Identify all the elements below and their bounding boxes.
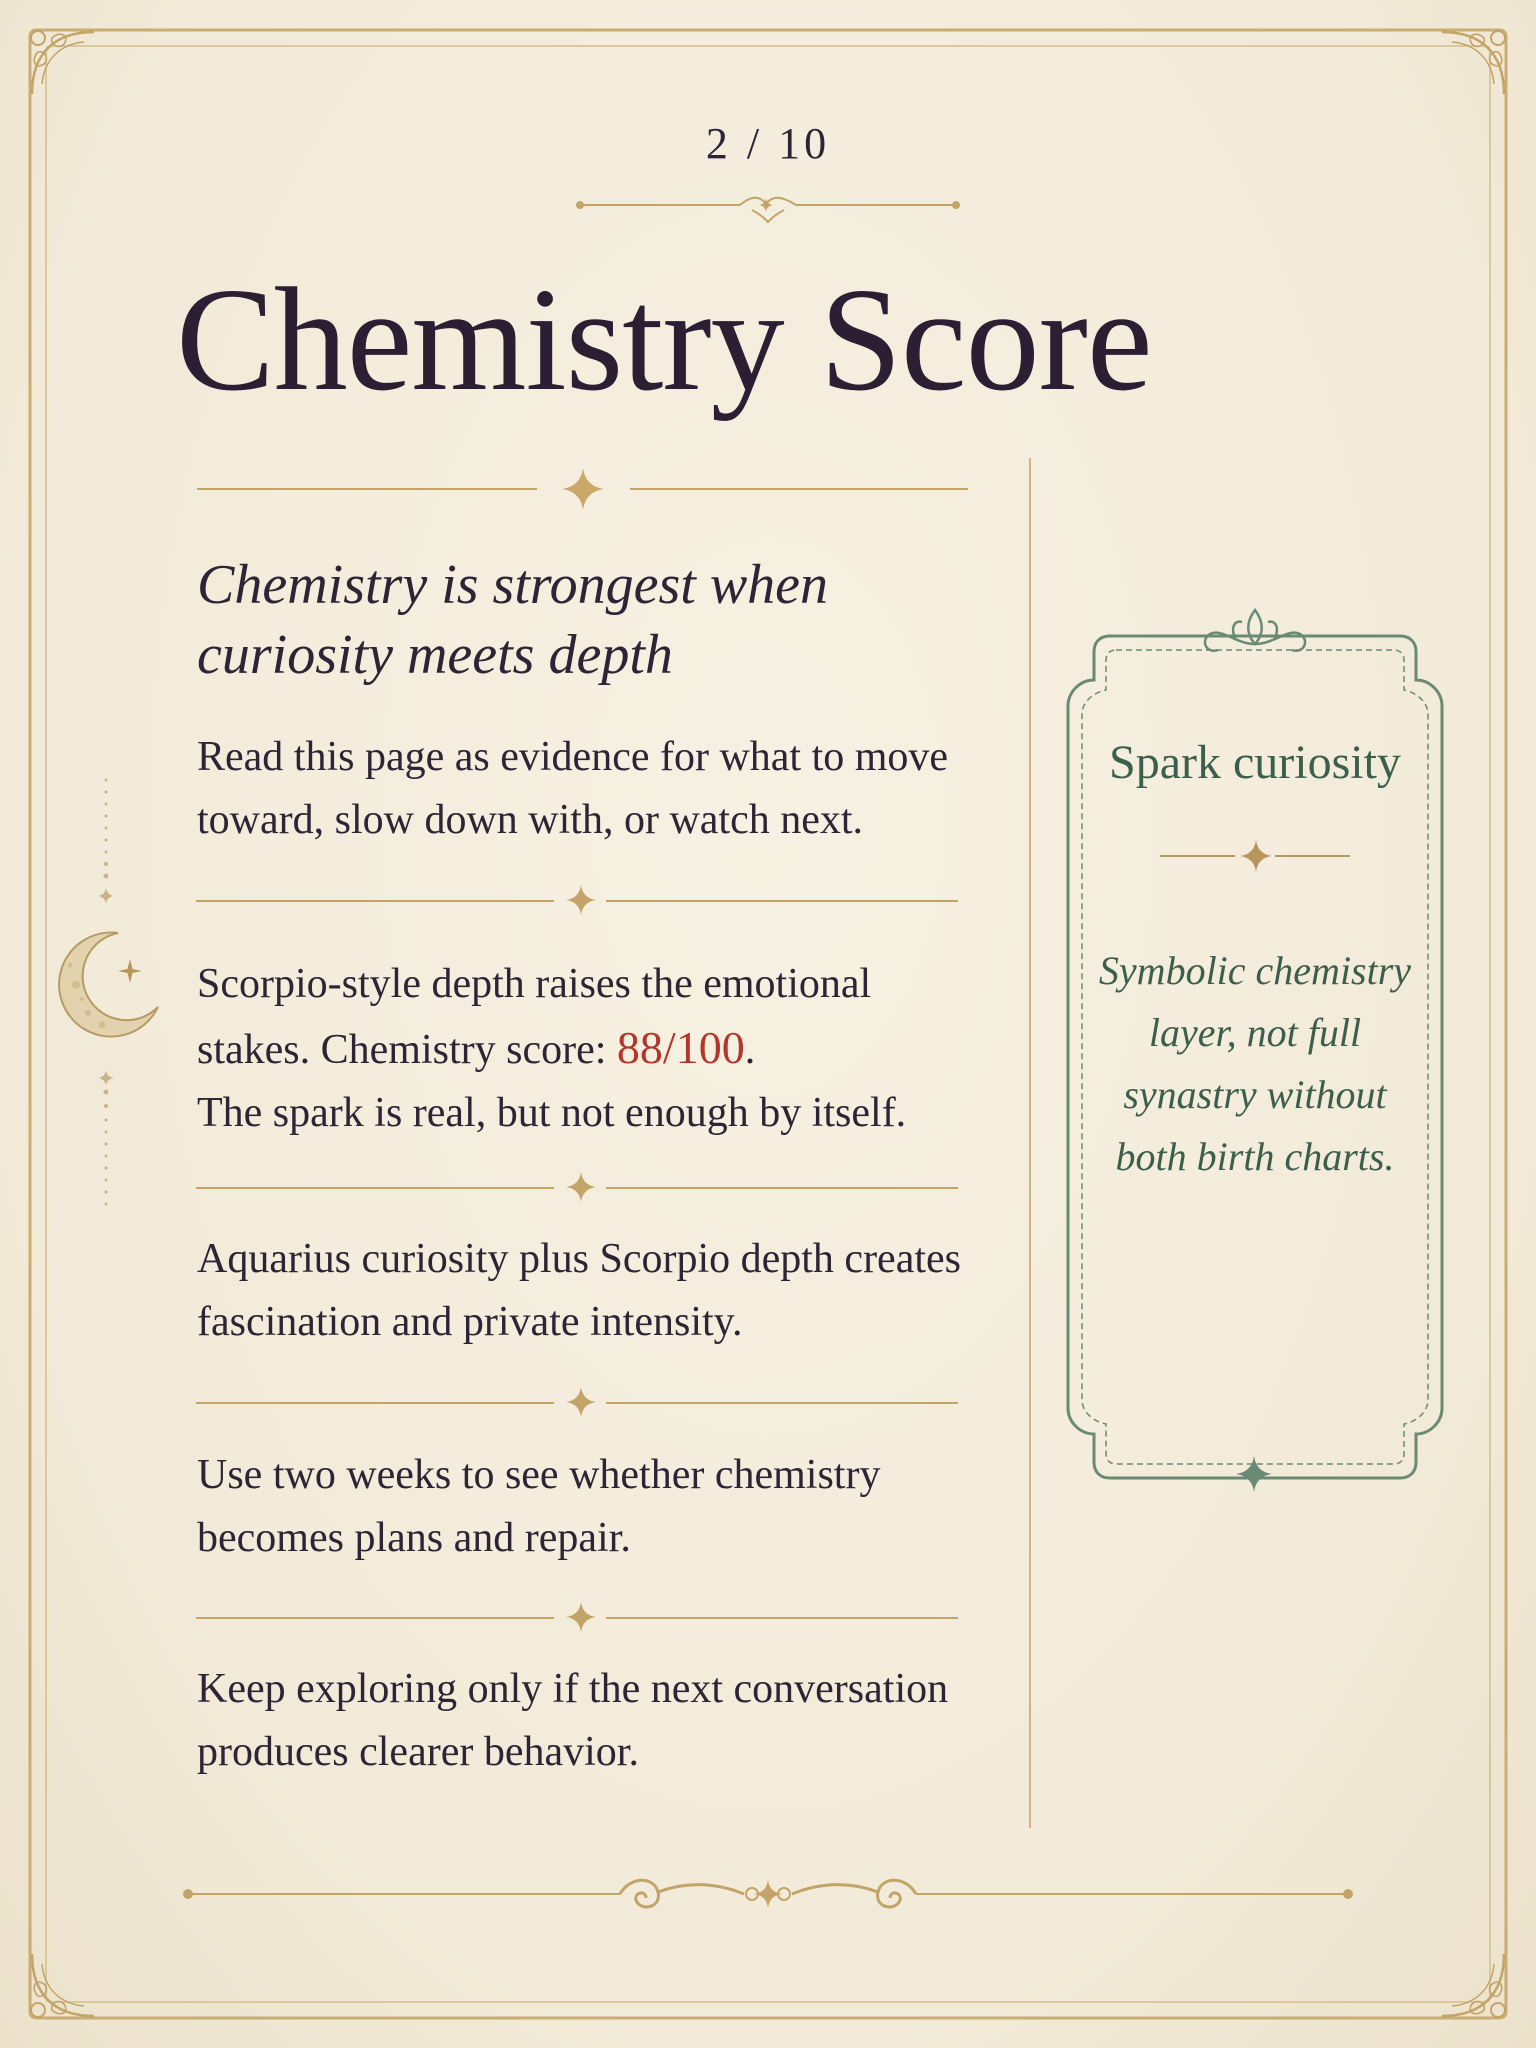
page-number: 2 / 10 <box>705 119 831 168</box>
section-text: Keep exploring only if the next conversation produces clearer behavior. <box>197 1666 949 1775</box>
section-text: Scorpio-style depth raises the emotional stakes. Chemistry score: <box>197 961 872 1073</box>
section-fascination <box>197 1228 977 1354</box>
page-subtitle: Chemistry is strongest when curiosity meets depth <box>197 554 829 686</box>
chemistry-score-value: 88/100 <box>616 1022 745 1073</box>
section-chemistry-score <box>197 953 977 1145</box>
aside-note: Symbolic chemistry layer, not full synastry without both birth charts. <box>1098 948 1412 1179</box>
section-evidence <box>197 726 977 852</box>
aside-title: Spark curiosity <box>1109 736 1401 789</box>
section-text-line2: The spark is real, but not enough by itself. <box>197 1090 907 1136</box>
page-title: Chemistry Score <box>176 258 1152 422</box>
section-text: Aquarius curiosity plus Scorpio depth creates fascination and private intensity. <box>197 1236 961 1345</box>
section-two-weeks <box>197 1444 977 1570</box>
section-text: Use two weeks to see whether chemistry becomes plans and repair. <box>197 1452 881 1561</box>
crescent-moon-icon <box>46 925 166 1045</box>
section-text: Read this page as evidence for what to move toward, slow down with, or watch next. <box>197 734 949 843</box>
section-text-end: . <box>744 1027 756 1073</box>
section-keep-exploring <box>197 1658 977 1784</box>
